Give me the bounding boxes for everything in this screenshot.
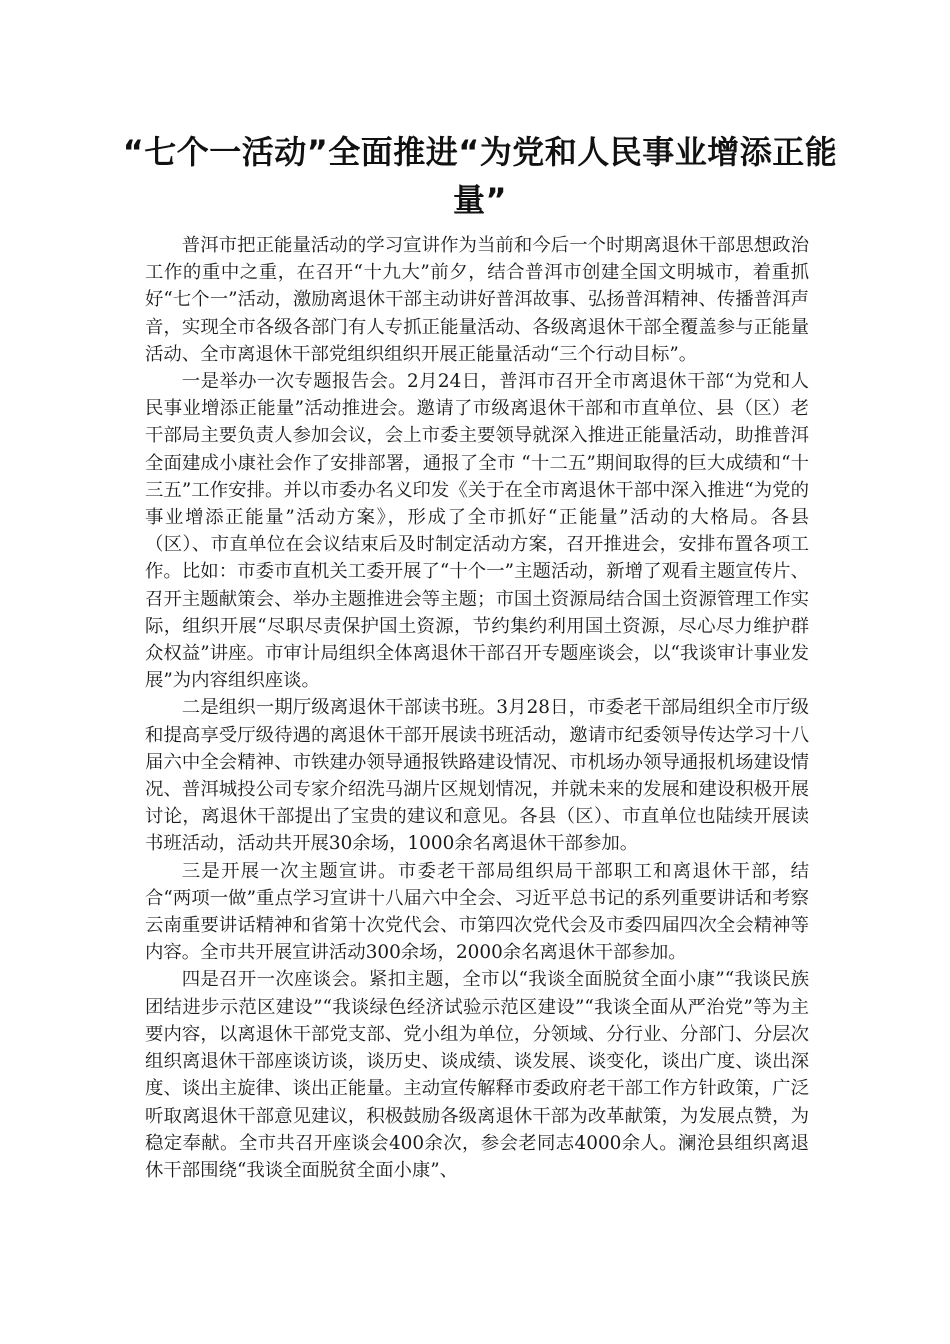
paragraph-item-1: 一是举办一次专题报告会。2月24日，普洱市召开全市离退休干部“为党和人民事业增添正能量”活动推进会。邀请了市级离退休干部和市直单位、县（区）老干部局主要负责人参加会议，会上市委主要领导就深入推进正能量活动，助推普洱全面建成小康社会作了安排部署，通报了全市 “十二五”期间取得的巨大成绩和“十三五”工作安排。并以市委办名义印发《关于在全市离退休干部中深入推进“为党的事业增添正能量”活动方案》，形成了全市抓好“正能量”活动的大格局。各县（区）、市直单位在会议结束后及时制定活动方案，召开推进会，安排布置各项工作。比如：市委市直机关工委开展了“十个一”主题活动，新增了观看主题宣传片、召开主题献策会、举办主题推进会等主题；市国土资源局结合国土资源管理工作实际，组织开展“尽职尽责保护国土资源，节约集约利用国土资源，尽心尽力维护群众权益”讲座。市审计局组织全体离退休干部召开专题座谈会，以“我谈审计事业发展”为内容组织座谈。 [145,371,809,692]
document-title: “七个一活动”全面推进“为党和人民事业增添正能量” [122,133,838,219]
document-body [145,232,809,1184]
paragraph-item-4: 四是召开一次座谈会。紧扣主题，全市以“我谈全面脱贫全面小康”“我谈民族团结进步示范区建设”“我谈绿色经济试验示范区建设”“我谈全面从严治党”等为主要内容，以离退休干部党支部、党小组为单位，分领域、分行业、分部门、分层次组织离退休干部座谈访谈，谈历史、谈成绩、谈发展、谈变化，谈出广度、谈出深度、谈出主旋律、谈出正能量。主动宣传解释市委政府老干部工作方针政策，广泛听取离退休干部意见建议，积极鼓励各级离退休干部为改革献策，为发展点赞，为稳定奉献。全市共召开座谈会400余次，参会老同志4000余人。澜沧县组织离退休干部围绕“我谈全面脱贫全面小康”、 [145,969,809,1181]
paragraph-intro: 普洱市把正能量活动的学习宣讲作为当前和今后一个时期离退休干部思想政治工作的重中之重，在召开“十九大”前夕，结合普洱市创建全国文明城市，着重抓好“七个一”活动，激励离退休干部主动讲好普洱故事、弘扬普洱精神、传播普洱声音，实现全市各级各部门有人专抓正能量活动、各级离退休干部全覆盖参与正能量活动、全市离退休干部党组织组织开展正能量活动“三个行动目标”。 [145,235,809,365]
paragraph-item-3: 三是开展一次主题宣讲。市委老干部局组织局干部职工和离退休干部，结合“两项一做”重点学习宣讲十八届六中全会、习近平总书记的系列重要讲话和考察云南重要讲话精神和省第十次党代会、市第四次党代会及市委四届四次全会精神等内容。全市共开展宣讲活动300余场，2000余名离退休干部参加。 [145,860,809,964]
paragraph-item-2: 二是组织一期厅级离退休干部读书班。3月28日，市委老干部局组织全市厅级和提高享受厅级待遇的离退休干部开展读书班活动，邀请市纪委领导传达学习十八届六中全会精神、市铁建办领导通报铁路建设情况、市机场办领导通报机场建设情况、普洱城投公司专家介绍洗马湖片区规划情况，并就未来的发展和建设积极开展讨论，离退休干部提出了宝贵的建议和意见。各县（区）、市直单位也陆续开展读书班活动，活动共开展30余场，1000余名离退休干部参加。 [145,697,809,855]
